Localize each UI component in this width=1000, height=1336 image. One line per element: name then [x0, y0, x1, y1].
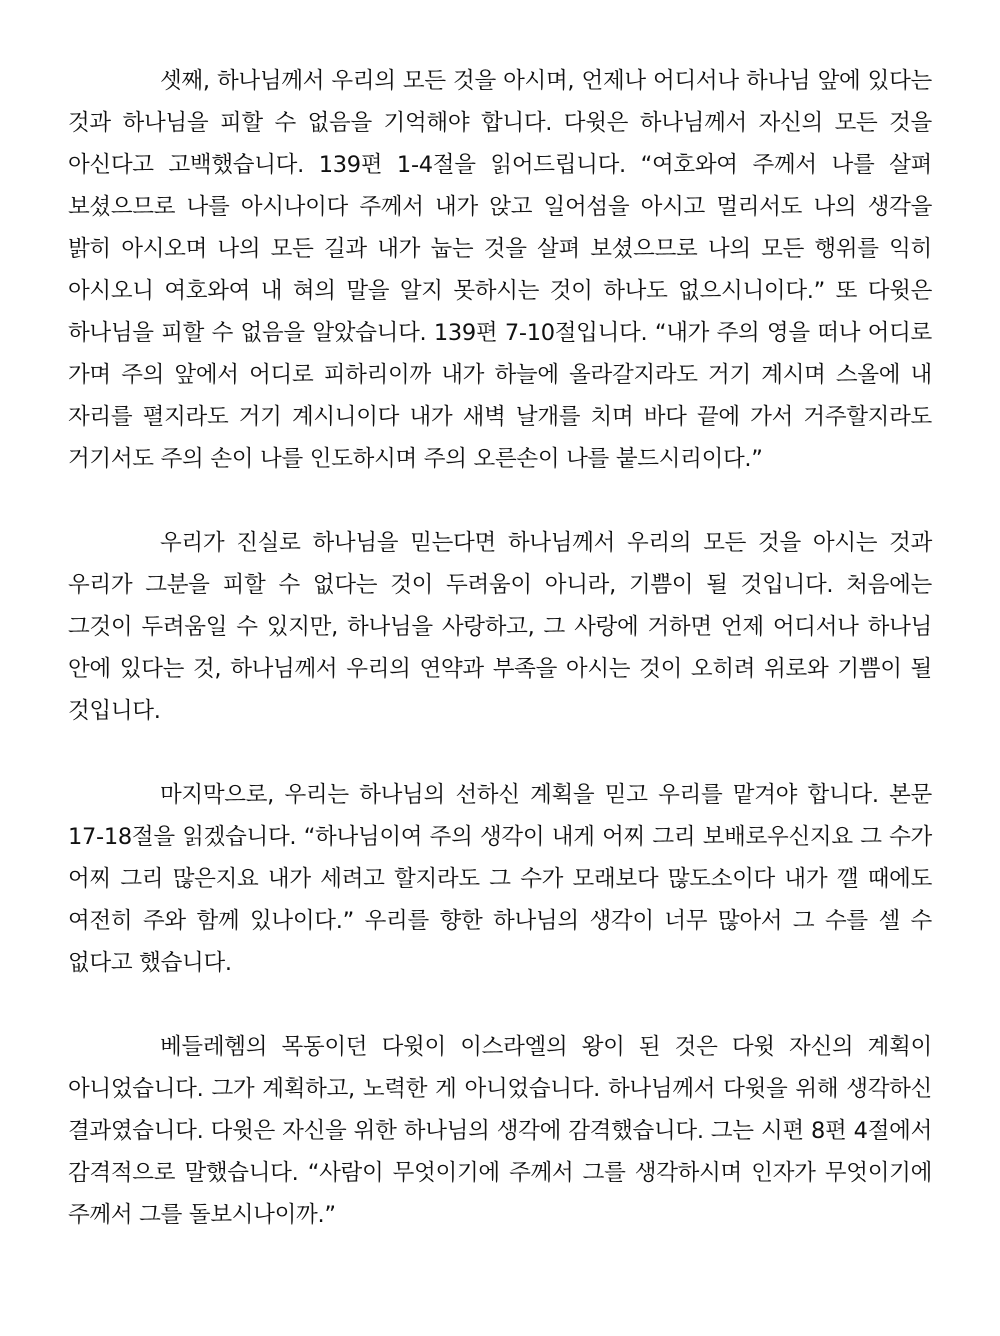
- paragraph-gods-plan: 마지막으로, 우리는 하나님의 선하신 계획을 믿고 우리를 맡겨야 합니다. 본문 17-18절을 읽겠습니다. “하나님이여 주의 생각이 내게 어찌 그리 보배로우신지요 그 수가 어찌 그리 많은지요 내가 세려고 할지라도 그 수가 모래보다 많도소이다 내가 깰 때에도 여전히 주와 함께 있나이다.” 우리를 향한 하나님의 생각이 너무 많아서 그 수를 셀 수 없다고 했습니다.: [68, 782, 932, 976]
- paragraph-joy: 우리가 진실로 하나님을 믿는다면 하나님께서 우리의 모든 것을 아시는 것과 우리가 그분을 피할 수 없다는 것이 두려움이 아니라, 기쁨이 될 것입니다. 처음에는 그것이 두려움일 수 있지만, 하나님을 사랑하고, 그 사랑에 거하면 언제 어디서나 하나님 안에 있다는 것, 하나님께서 우리의 연약과 부족을 아시는 것이 오히려 위로와 기쁨이 될 것입니다.: [68, 530, 932, 724]
- paragraph-david: 베들레헴의 목동이던 다윗이 이스라엘의 왕이 된 것은 다윗 자신의 계획이 아니었습니다. 그가 계획하고, 노력한 게 아니었습니다. 하나님께서 다윗을 위해 생각하신 결과였습니다. 다윗은 자신을 위한 하나님의 생각에 감격했습니다. 그는 시편 8편 4절에서 감격적으로 말했습니다. “사람이 무엇이기에 주께서 그를 생각하시며 인자가 무엇이기에 주께서 그를 돌보시나이까.”: [68, 1034, 932, 1228]
- paragraph-omnipresence: 셋째, 하나님께서 우리의 모든 것을 아시며, 언제나 어디서나 하나님 앞에 있다는 것과 하나님을 피할 수 없음을 기억해야 합니다. 다윗은 하나님께서 자신의 모든 것을 아신다고 고백했습니다. 139편 1-4절을 읽어드립니다. “여호와여 주께서 나를 살펴 보셨으므로 나를 아시나이다 주께서 내가 앉고 일어섬을 아시고 멀리서도 나의 생각을 밝히 아시오며 나의 모든 길과 내가 눕는 것을 살펴 보셨으므로 나의 모든 행위를 익히 아시오니 여호와여 내 혀의 말을 알지 못하시는 것이 하나도 없으시니이다.” 또 다윗은 하나님을 피할 수 없음을 알았습니다. 139편 7-10절입니다. “내가 주의 영을 떠나 어디로 가며 주의 앞에서 어디로 피하리이까 내가 하늘에 올라갈지라도 거기 계시며 스올에 내 자리를 펼지라도 거기 계시니이다 내가 새벽 날개를 치며 바다 끝에 가서 거주할지라도 거기서도 주의 손이 나를 인도하시며 주의 오른손이 나를 붙드시리이다.”: [68, 68, 932, 472]
- document-page: [68, 60, 932, 1236]
